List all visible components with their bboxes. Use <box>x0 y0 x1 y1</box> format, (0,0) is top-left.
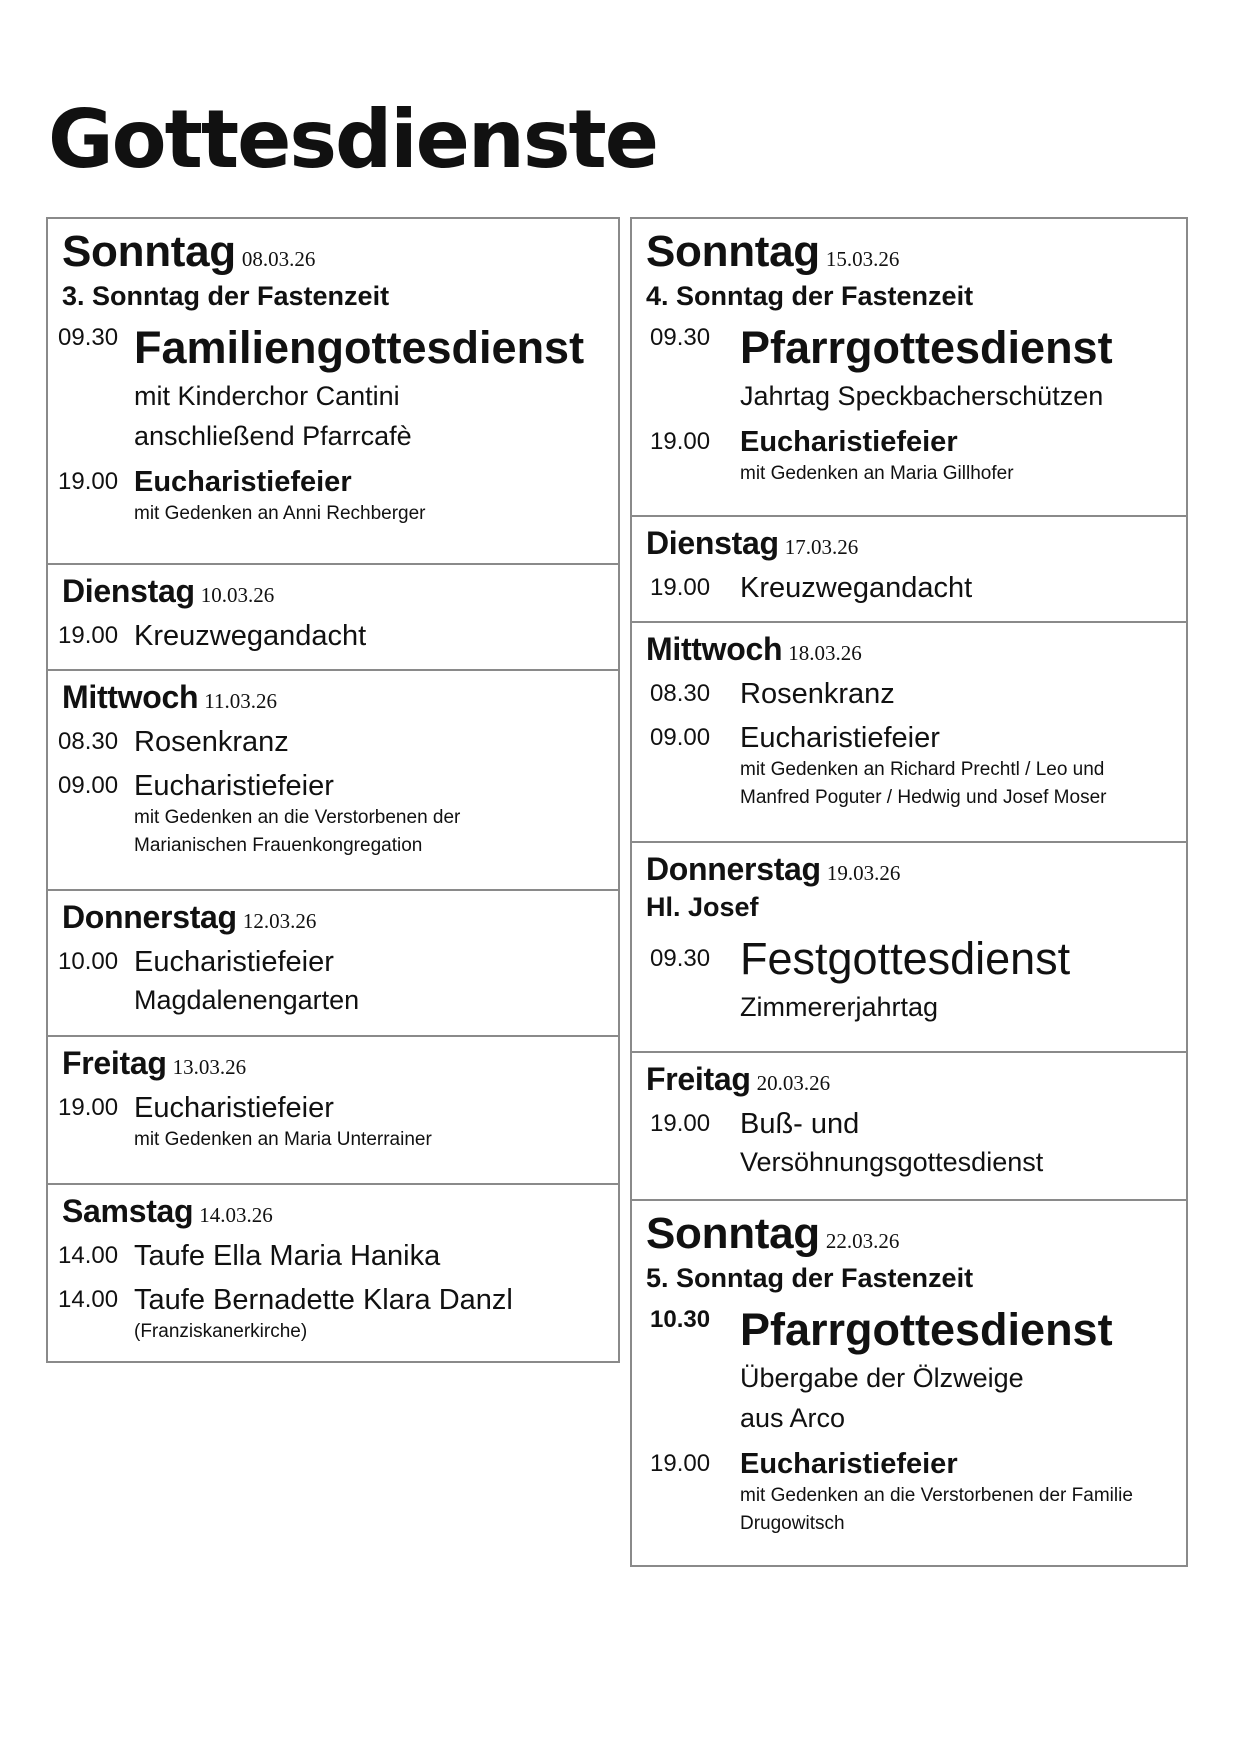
service-title: Eucharistiefeier <box>134 1092 334 1124</box>
day-date: 11.03.26 <box>204 689 277 713</box>
day-block-thursday-19-03 <box>630 841 1188 1053</box>
day-name: Mittwoch <box>62 679 199 715</box>
service-time: 10.00 <box>58 948 119 975</box>
day-heading <box>58 679 610 716</box>
service-item <box>642 1446 1178 1538</box>
service-item <box>58 320 610 456</box>
service-title: Eucharistiefeier <box>134 946 334 978</box>
service-time: 08.30 <box>650 680 711 707</box>
service-detail: mit Kinderchor Cantini <box>134 381 400 411</box>
day-block-thursday-12-03 <box>46 889 620 1037</box>
service-item <box>58 724 610 760</box>
day-date: 14.03.26 <box>199 1203 273 1227</box>
day-name: Freitag <box>646 1061 751 1097</box>
service-time: 14.00 <box>58 1286 119 1313</box>
page-title: Gottesdienste <box>48 93 657 186</box>
day-name: Dienstag <box>646 525 779 561</box>
day-date: 19.03.26 <box>826 861 901 885</box>
day-heading <box>58 899 610 936</box>
service-item <box>642 720 1178 812</box>
service-note: mit Gedenken an die Verstorbenen der Familie <box>740 1485 1133 1506</box>
day-block-sunday-15-03 <box>630 217 1188 517</box>
service-detail: Magdalenengarten <box>134 985 360 1015</box>
service-time: 09.30 <box>58 324 119 351</box>
day-name: Freitag <box>62 1045 167 1081</box>
day-heading <box>642 525 1178 562</box>
liturgical-day: 5. Sonntag der Fastenzeit <box>646 1263 974 1293</box>
day-heading <box>58 1045 610 1082</box>
service-note: mit Gedenken an Richard Prechtl / Leo und <box>740 759 1105 780</box>
day-name: Sonntag <box>646 227 820 276</box>
day-date: 10.03.26 <box>200 583 275 607</box>
service-item <box>642 1302 1178 1438</box>
service-time: 19.00 <box>650 1450 711 1477</box>
service-time: 14.00 <box>58 1242 119 1269</box>
service-note: (Franziskanerkirche) <box>134 1321 308 1342</box>
day-block-wednesday-11-03 <box>46 669 620 891</box>
service-item <box>642 570 1178 606</box>
day-name: Sonntag <box>62 227 236 276</box>
service-time: 19.00 <box>650 428 711 455</box>
day-heading <box>58 227 610 277</box>
day-date: 20.03.26 <box>756 1071 831 1095</box>
day-date: 18.03.26 <box>788 641 862 665</box>
service-time: 09.00 <box>650 724 711 751</box>
service-detail: Jahrtag Speckbacherschützen <box>740 381 1104 411</box>
service-item <box>58 618 610 654</box>
day-block-tuesday-10-03 <box>46 563 620 671</box>
service-item <box>58 1238 610 1274</box>
service-item <box>58 1282 610 1346</box>
service-title: Eucharistiefeier <box>134 466 352 498</box>
service-time: 09.30 <box>650 324 711 351</box>
left-column <box>46 219 620 1363</box>
service-title: Eucharistiefeier <box>134 770 334 802</box>
service-item <box>58 768 610 860</box>
service-item <box>642 676 1178 712</box>
service-item <box>58 464 610 528</box>
service-title: Buß- und <box>740 1108 860 1140</box>
service-note: Manfred Poguter / Hedwig und Josef Moser <box>740 787 1107 808</box>
service-note: Marianischen Frauenkongregation <box>134 835 423 856</box>
day-heading <box>642 1209 1178 1259</box>
service-detail: Zimmererjahrtag <box>740 992 939 1022</box>
service-note: mit Gedenken an die Verstorbenen der <box>134 807 461 828</box>
day-block-tuesday-17-03 <box>630 515 1188 623</box>
service-title: Festgottesdienst <box>740 933 1071 984</box>
service-title: Pfarrgottesdienst <box>740 1304 1113 1355</box>
service-item <box>58 944 610 1020</box>
day-heading <box>642 1061 1178 1098</box>
day-name: Mittwoch <box>646 631 783 667</box>
day-name: Donnerstag <box>62 899 237 935</box>
day-block-friday-13-03 <box>46 1035 620 1185</box>
day-heading <box>58 573 610 610</box>
service-detail: Versöhnungsgottesdienst <box>740 1147 1044 1177</box>
service-note: mit Gedenken an Maria Gillhofer <box>740 463 1014 484</box>
service-title: Eucharistiefeier <box>740 426 958 458</box>
service-title: Taufe Ella Maria Hanika <box>134 1240 441 1272</box>
service-detail: aus Arco <box>740 1403 846 1433</box>
day-heading <box>642 631 1178 668</box>
service-title: Taufe Bernadette Klara Danzl <box>134 1284 513 1316</box>
day-date: 12.03.26 <box>242 909 317 933</box>
service-time: 19.00 <box>58 468 119 495</box>
day-block-friday-20-03 <box>630 1051 1188 1201</box>
service-title: Pfarrgottesdienst <box>740 322 1113 373</box>
service-detail: anschließend Pfarrcafè <box>134 421 412 451</box>
service-item <box>642 1106 1178 1182</box>
service-time: 08.30 <box>58 728 119 755</box>
service-note: mit Gedenken an Anni Rechberger <box>134 503 426 524</box>
service-time: 19.00 <box>58 1094 119 1121</box>
day-date: 17.03.26 <box>784 535 859 559</box>
service-time: 10.30 <box>650 1306 711 1333</box>
day-date: 15.03.26 <box>825 247 900 271</box>
day-heading <box>58 1193 610 1230</box>
liturgical-day: 4. Sonntag der Fastenzeit <box>646 281 974 311</box>
day-name: Donnerstag <box>646 851 821 887</box>
day-date: 22.03.26 <box>825 1229 900 1253</box>
service-title: Kreuzwegandacht <box>134 620 367 652</box>
service-note: Drugowitsch <box>740 1513 845 1534</box>
day-heading <box>642 227 1178 277</box>
service-item <box>642 320 1178 416</box>
service-detail: Übergabe der Ölzweige <box>740 1363 1024 1393</box>
service-time: 19.00 <box>650 574 711 601</box>
day-block-saturday-14-03 <box>46 1183 620 1363</box>
day-name: Dienstag <box>62 573 195 609</box>
service-title: Rosenkranz <box>134 726 289 758</box>
service-time: 19.00 <box>58 622 119 649</box>
service-time: 19.00 <box>650 1110 711 1137</box>
service-title: Familiengottesdienst <box>134 322 585 373</box>
service-title: Kreuzwegandacht <box>740 572 973 604</box>
service-title: Eucharistiefeier <box>740 722 940 754</box>
service-time: 09.30 <box>650 945 711 972</box>
service-time: 09.00 <box>58 772 119 799</box>
day-date: 13.03.26 <box>172 1055 247 1079</box>
service-item <box>58 1090 610 1154</box>
service-title: Rosenkranz <box>740 678 895 710</box>
service-note: mit Gedenken an Maria Unterrainer <box>134 1129 432 1150</box>
right-column <box>630 219 1188 1567</box>
day-name: Sonntag <box>646 1209 820 1258</box>
day-block-wednesday-18-03 <box>630 621 1188 843</box>
service-title: Eucharistiefeier <box>740 1448 958 1480</box>
day-date: 08.03.26 <box>241 247 316 271</box>
liturgical-day: Hl. Josef <box>646 892 759 922</box>
service-item <box>642 424 1178 488</box>
day-block-sunday-22-03 <box>630 1199 1188 1567</box>
liturgical-day: 3. Sonntag der Fastenzeit <box>62 281 390 311</box>
day-block-sunday-08-03 <box>46 217 620 565</box>
service-item <box>642 931 1178 1027</box>
day-heading <box>642 851 1178 888</box>
day-name: Samstag <box>62 1193 194 1229</box>
